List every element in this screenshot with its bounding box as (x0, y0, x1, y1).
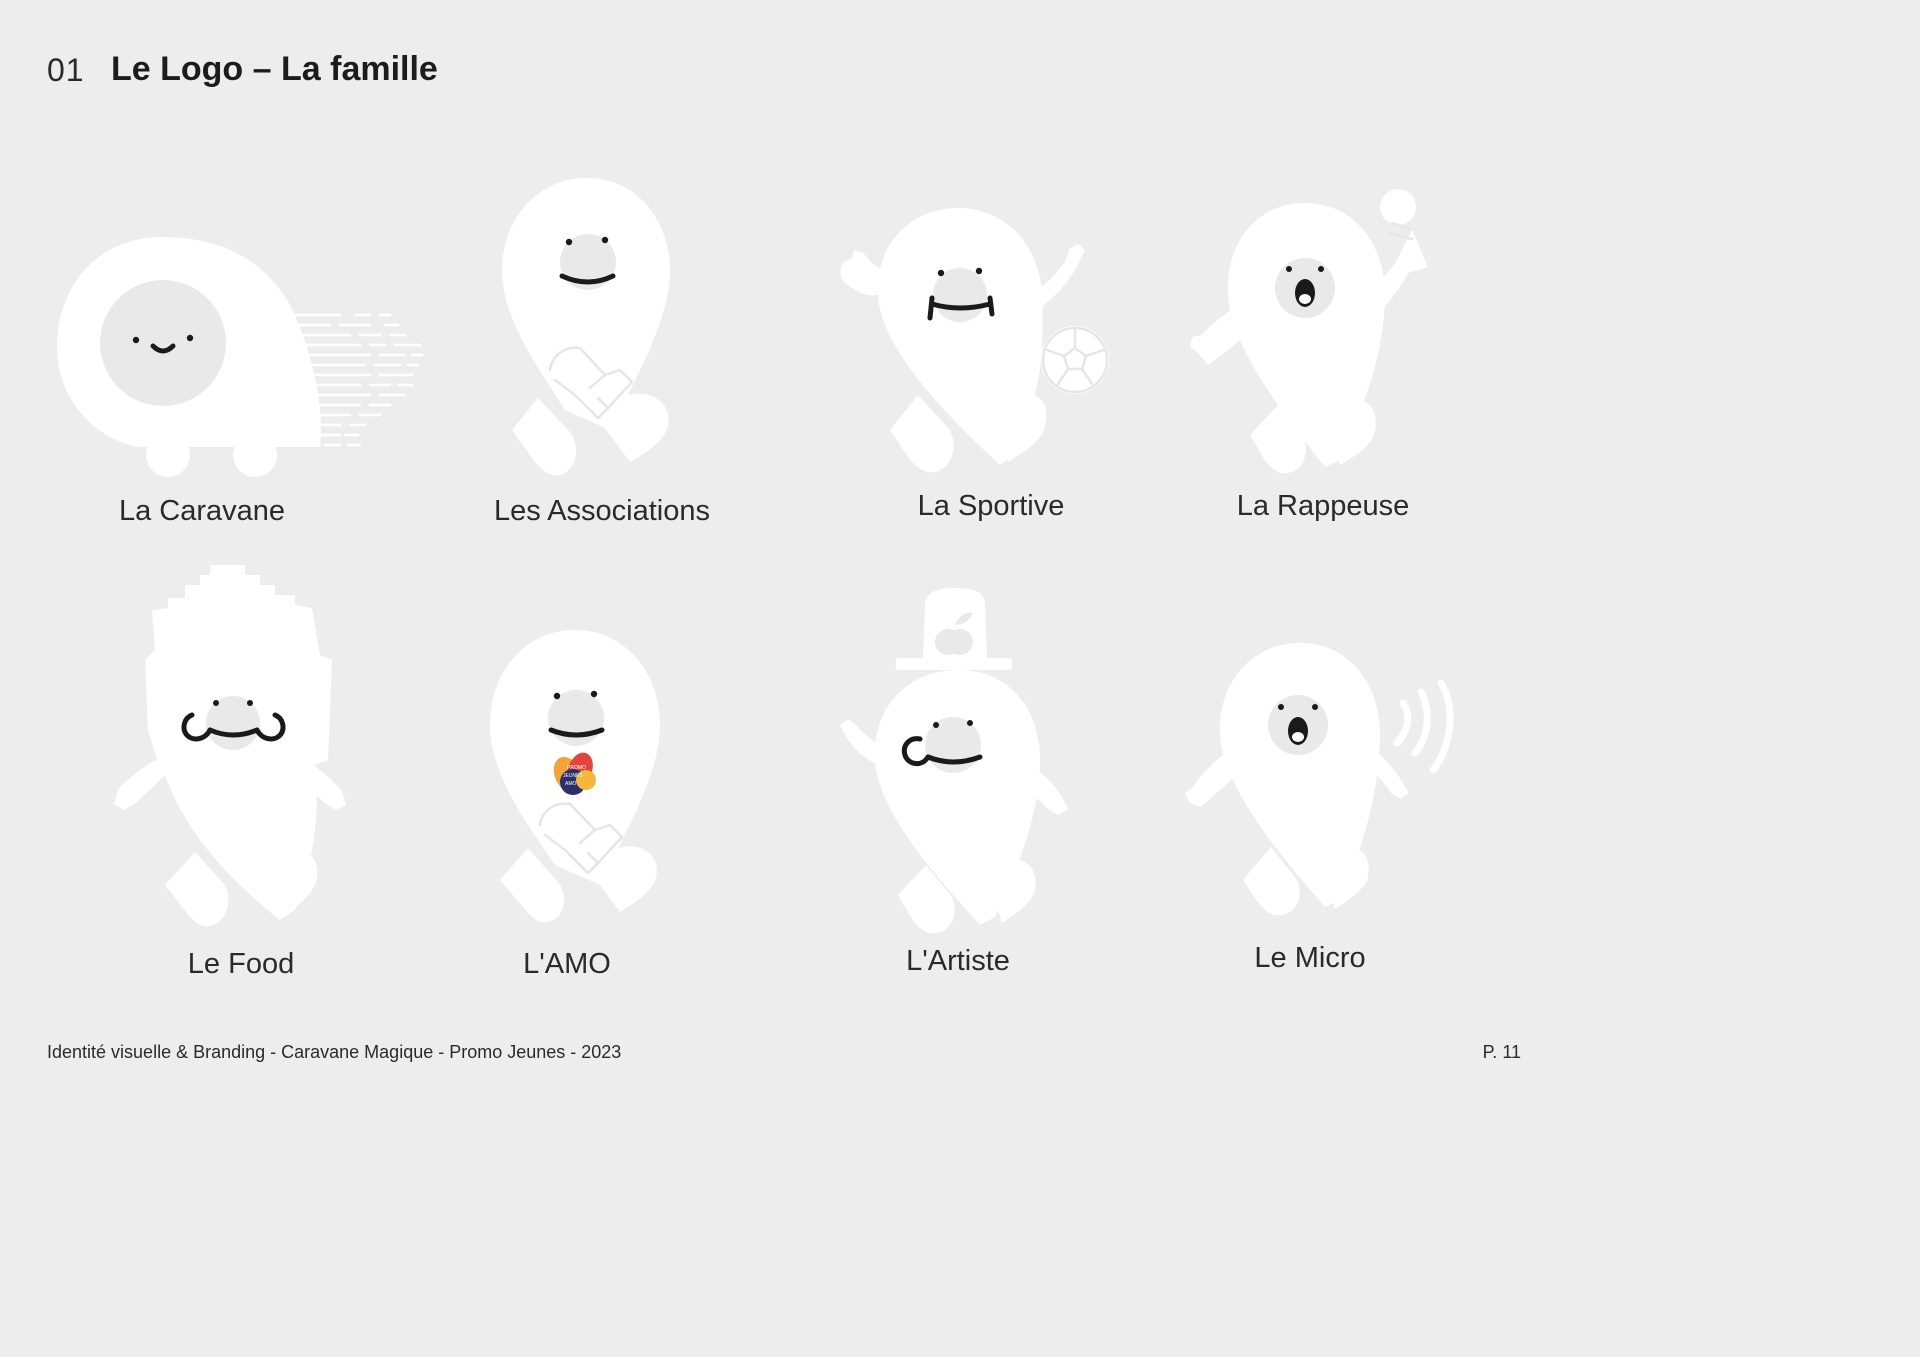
amo-illustration (470, 620, 690, 940)
amo-badge-line: PROMO (567, 765, 586, 771)
mascot-l-artiste (830, 585, 1090, 935)
mascot-la-rappeuse (1180, 185, 1440, 480)
mascot-label: La Sportive (917, 490, 1065, 522)
associations-illustration (480, 170, 700, 490)
mascot-label: Le Micro (1254, 942, 1366, 974)
mascot-la-caravane (40, 225, 440, 485)
microphone-icon (1380, 189, 1416, 225)
mascot-le-micro (1175, 635, 1475, 925)
mascot-le-food (100, 560, 360, 930)
page-number: P. 11 (1482, 1042, 1521, 1062)
sound-waves-icon (1397, 683, 1450, 770)
mascot-les-associations (480, 170, 700, 490)
mascot-label: La Rappeuse (1236, 490, 1410, 522)
sportive-illustration (830, 200, 1130, 485)
mascot-label: Le Food (187, 948, 295, 980)
mascot-label: L'Artiste (906, 945, 1010, 977)
micro-illustration (1175, 635, 1475, 925)
mascot-label: Les Associations (493, 495, 711, 527)
mascot-label: La Caravane (118, 495, 286, 527)
rappeuse-illustration (1180, 185, 1440, 480)
caravane-illustration (40, 225, 440, 485)
food-illustration (100, 560, 360, 930)
artiste-illustration (830, 585, 1090, 935)
amo-badge-line: JEUNES (563, 773, 583, 779)
mascot-label: L'AMO (523, 948, 611, 980)
amo-badge-line: AMO (565, 781, 577, 787)
page-title: Le Logo – La famille (111, 50, 438, 88)
mascot-la-sportive (830, 200, 1130, 485)
footer-text: Identité visuelle & Branding - Caravane Magique - Promo Jeunes - 2023 (47, 1042, 622, 1062)
section-number: 01 (47, 52, 85, 88)
mascot-l-amo (470, 620, 690, 940)
